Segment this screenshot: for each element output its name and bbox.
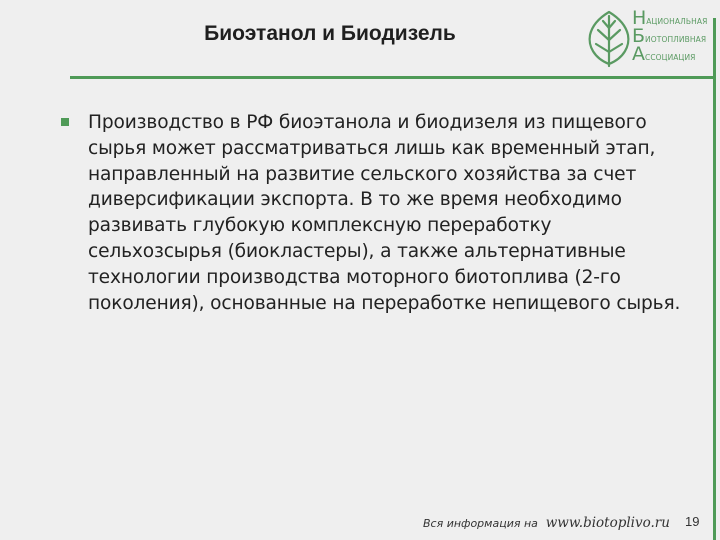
bullet-text: Производство в РФ биоэтанола и биодизеля из пищевого сырья может рассматриваться лишь как временный этап, направленный на развитие сельского хозяйства за счет диверсификации экспорта. В то же время необходимо развивать глубокую комплексную переработку сельхозсырья (биокластеры), а также альтернативные технологии производства моторного биотоплива (2-го поколения), основанные на переработке непищевого сырья.	[88, 112, 681, 314]
header-divider	[70, 76, 713, 79]
side-divider	[713, 18, 716, 540]
footer	[423, 515, 670, 531]
logo-line-3: АССОЦИАЦИЯ	[632, 43, 696, 65]
logo-line-2: БИОТОПЛИВНАЯ	[632, 25, 707, 47]
bullet-marker	[61, 118, 69, 126]
footer-label: Вся информация на	[423, 517, 538, 530]
logo-text	[632, 9, 720, 63]
slide-title: Биоэтанол и Биодизель	[204, 22, 456, 45]
footer-url-link[interactable]: www.biotoplivo.ru	[545, 515, 670, 531]
logo-line-1: НАЦИОНАЛЬНАЯ	[632, 7, 708, 29]
page-number: 19	[685, 514, 700, 529]
